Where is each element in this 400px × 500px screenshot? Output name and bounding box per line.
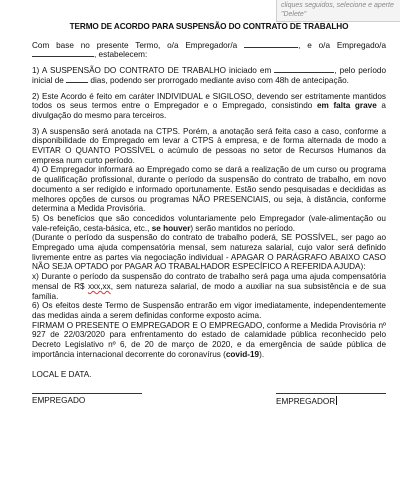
clause-1 [32, 66, 386, 85]
clause-1-text-a: 1) A SUSPENSÃO DO CONTRATO DE TRABALHO iniciado em [32, 66, 272, 76]
clause-5-text-b: ) serão mantidos no período. [190, 223, 296, 233]
clause-5-text-a: 5) Os benefícios que são concedidos voluntariamente pelo Empregador (vale-alimentação ou vale-refeição, cesta-básica, etc., [32, 213, 386, 233]
clause-x-text-b: , sem natureza salarial, de modo a auxiliar na sua subsistência e de sua família. [32, 281, 386, 301]
clause-x [32, 272, 386, 301]
signature-employee [32, 393, 142, 407]
closing-paragraph [32, 321, 386, 360]
start-date-blank[interactable] [274, 66, 334, 73]
tooltip [276, 0, 400, 22]
signature-label-left: EMPREGADO [32, 396, 86, 406]
tooltip-text: cliques seguidos, selecione e aperte "Delete" [281, 2, 394, 18]
signature-line-right [276, 393, 386, 394]
employer-blank[interactable] [244, 41, 298, 48]
clause-2-bold: em falta grave [316, 101, 377, 111]
clause-2-text-a: 2) Este Acordo é feito em caráter INDIVIDUAL e SIGILOSO, devendo ser estritamente mantidos todos os seus termos entre o Empregador e o Empregado, consistindo [32, 91, 386, 111]
optional-note: (Durante o período da suspensão do contrato de trabalho poderá, SE POSSÍVEL, ser pago ao Empregado uma ajuda compensatória mensal, sem natureza salarial, cujo valor será definido livremente entre as partes via negociação individual - APAGAR O PARÁGRAFO ABAIXO CASO NÃO SEJA OPTADO por PAGAR AO TRABALHADOR ESPECÍFICO A REFERIDA AJUDA): [32, 233, 386, 272]
employee-blank[interactable] [32, 50, 94, 57]
intro-text-b: , e o/a Empregado/a [298, 40, 387, 50]
clause-5 [32, 214, 386, 233]
closing-bold: covid-19 [225, 349, 260, 359]
days-blank[interactable] [66, 76, 88, 83]
signature-label-right: EMPREGADOR [276, 397, 336, 407]
clause-2 [32, 92, 386, 121]
place-date: LOCAL E DATA. [32, 369, 92, 379]
intro-text-c: , estabelecem: [94, 50, 148, 60]
clause-x-text-a: x) Durante o período da suspensão do contrato de trabalho será paga uma ajuda compensatória mensal de R$ [32, 272, 386, 291]
closing-text-b: ). [259, 349, 265, 359]
compensation-amount[interactable]: xxx,xx [87, 281, 111, 291]
text-cursor [336, 396, 337, 405]
intro-text-a: Com base no presente Termo, o/a Empregador/a [32, 40, 238, 50]
closing-text-a: FIRMAM O PRESENTE O EMPREGADOR E O EMPREGADO, conforme a Medida Provisória nº 927 de 22/03/2020 para enfrentamento do estado de calamidade pública reconhecido pelo Decreto Legislativo nº 6, de 20 de março de 2020, e da emergência de saúde pública de importância internacional decorrente do coronavírus ( [32, 320, 386, 359]
signature-row [32, 393, 386, 407]
clause-1-text-b: , pelo período inicial de [32, 66, 386, 85]
signature-line-left [32, 393, 142, 394]
signature-employer [276, 393, 386, 407]
intro-paragraph [32, 41, 386, 60]
clause-6: 6) Os efeitos deste Termo de Suspensão entrarão em vigor imediatamente, independentemente das medidas ainda a serem definidas conforme exposto acima. [32, 301, 386, 320]
signature-label-right-wrap[interactable] [276, 396, 386, 407]
clause-5-bold: se houver [151, 223, 191, 233]
clause-4: 4) O Empregador informará ao Empregado como se dará a realização de um curso ou programa de qualificação profissional, durante o período da suspensão do contrato de trabalho, em novo documento a ser redigido e informado oportunamente. Estão sendo pesquisadas e decididas as melhores opções de cursos ou programas NÃO PRESENCIAIS, ou seja, à distância, conforme determina a Medida Provisória. [32, 165, 386, 214]
document-body[interactable] [32, 22, 386, 407]
clause-2-text-b: a divulgação do mesmo para terceiros. [32, 101, 386, 120]
clause-1-text-c: dias, podendo ser prorrogado mediante aviso com 48h de antecipação. [90, 75, 349, 85]
document-title: TERMO DE ACORDO PARA SUSPENSÃO DO CONTRATO DE TRABALHO [69, 22, 349, 31]
clause-3: 3) A suspensão será anotada na CTPS. Porém, a anotação será feita caso a caso, conforme a disponibilidade do Empregado em levar a CTPS à empresa, e de forma alternada de modo a EVITAR O QUANTO POSSÍVEL o acúmulo de pessoas no setor de Recursos Humanos da empresa num curto período. [32, 126, 386, 165]
